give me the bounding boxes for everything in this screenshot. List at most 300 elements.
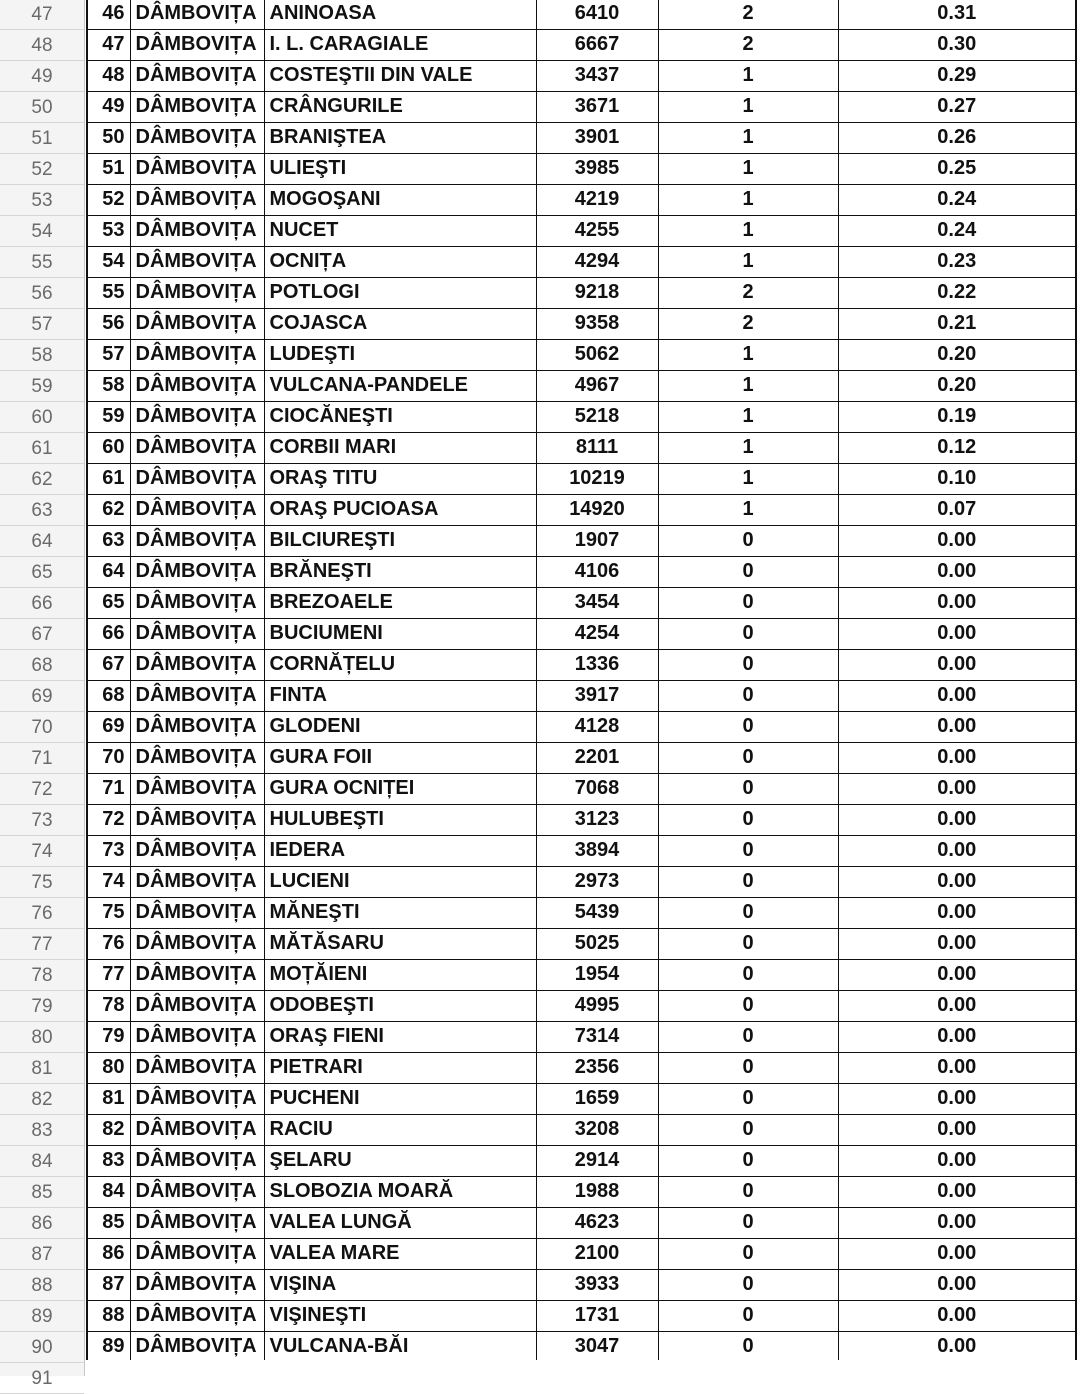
population-cell[interactable]: 1954 [536, 959, 658, 990]
rate-cell[interactable]: 0.25 [838, 153, 1076, 184]
row-header[interactable]: 87 [0, 1239, 84, 1270]
count-cell[interactable]: 0 [658, 773, 838, 804]
county-cell[interactable]: DÂMBOVIȚA [130, 1083, 264, 1114]
rate-cell[interactable]: 0.00 [838, 804, 1076, 835]
rate-cell[interactable]: 0.00 [838, 711, 1076, 742]
rate-cell[interactable]: 0.00 [838, 928, 1076, 959]
county-cell[interactable]: DÂMBOVIȚA [130, 742, 264, 773]
locality-cell[interactable]: GURA OCNIȚEI [264, 773, 536, 804]
index-cell[interactable]: 88 [87, 1300, 130, 1331]
county-cell[interactable]: DÂMBOVIȚA [130, 184, 264, 215]
county-cell[interactable]: DÂMBOVIȚA [130, 277, 264, 308]
index-cell[interactable]: 85 [87, 1207, 130, 1238]
locality-cell[interactable]: VALEA MARE [264, 1238, 536, 1269]
row-header[interactable]: 81 [0, 1053, 84, 1084]
county-cell[interactable]: DÂMBOVIȚA [130, 618, 264, 649]
locality-cell[interactable]: PIETRARI [264, 1052, 536, 1083]
population-cell[interactable]: 8111 [536, 432, 658, 463]
locality-cell[interactable]: ŞELARU [264, 1145, 536, 1176]
count-cell[interactable]: 1 [658, 91, 838, 122]
count-cell[interactable]: 1 [658, 401, 838, 432]
rate-cell[interactable]: 0.00 [838, 680, 1076, 711]
count-cell[interactable]: 1 [658, 339, 838, 370]
row-header[interactable]: 65 [0, 557, 84, 588]
locality-cell[interactable]: I. L. CARAGIALE [264, 29, 536, 60]
index-cell[interactable]: 56 [87, 308, 130, 339]
row-header[interactable]: 53 [0, 185, 84, 216]
count-cell[interactable]: 0 [658, 525, 838, 556]
count-cell[interactable]: 1 [658, 370, 838, 401]
count-cell[interactable]: 1 [658, 246, 838, 277]
row-header[interactable]: 83 [0, 1115, 84, 1146]
population-cell[interactable]: 6410 [536, 0, 658, 29]
index-cell[interactable]: 61 [87, 463, 130, 494]
row-header[interactable]: 68 [0, 650, 84, 681]
index-cell[interactable]: 82 [87, 1114, 130, 1145]
locality-cell[interactable]: CIOCĂNEŞTI [264, 401, 536, 432]
population-cell[interactable]: 14920 [536, 494, 658, 525]
locality-cell[interactable]: SLOBOZIA MOARĂ [264, 1176, 536, 1207]
count-cell[interactable]: 1 [658, 432, 838, 463]
county-cell[interactable]: DÂMBOVIȚA [130, 1269, 264, 1300]
row-header[interactable]: 88 [0, 1270, 84, 1301]
county-cell[interactable]: DÂMBOVIȚA [130, 897, 264, 928]
count-cell[interactable]: 0 [658, 1238, 838, 1269]
locality-cell[interactable]: MOȚĂIENI [264, 959, 536, 990]
population-cell[interactable]: 3454 [536, 587, 658, 618]
rate-cell[interactable]: 0.19 [838, 401, 1076, 432]
locality-cell[interactable]: LUCIENI [264, 866, 536, 897]
locality-cell[interactable]: VALEA LUNGĂ [264, 1207, 536, 1238]
rate-cell[interactable]: 0.00 [838, 990, 1076, 1021]
count-cell[interactable]: 1 [658, 184, 838, 215]
row-header[interactable]: 66 [0, 588, 84, 619]
index-cell[interactable]: 62 [87, 494, 130, 525]
population-cell[interactable]: 2201 [536, 742, 658, 773]
locality-cell[interactable]: ORAŞ FIENI [264, 1021, 536, 1052]
count-cell[interactable]: 0 [658, 959, 838, 990]
row-header[interactable]: 49 [0, 61, 84, 92]
county-cell[interactable]: DÂMBOVIȚA [130, 1207, 264, 1238]
row-header[interactable]: 64 [0, 526, 84, 557]
rate-cell[interactable]: 0.00 [838, 525, 1076, 556]
count-cell[interactable]: 0 [658, 804, 838, 835]
index-cell[interactable]: 64 [87, 556, 130, 587]
index-cell[interactable]: 47 [87, 29, 130, 60]
row-header[interactable]: 74 [0, 836, 84, 867]
count-cell[interactable]: 0 [658, 711, 838, 742]
index-cell[interactable]: 50 [87, 122, 130, 153]
rate-cell[interactable]: 0.00 [838, 897, 1076, 928]
count-cell[interactable]: 2 [658, 277, 838, 308]
rate-cell[interactable]: 0.00 [838, 742, 1076, 773]
count-cell[interactable]: 0 [658, 587, 838, 618]
population-cell[interactable]: 3671 [536, 91, 658, 122]
locality-cell[interactable]: IEDERA [264, 835, 536, 866]
row-header[interactable]: 86 [0, 1208, 84, 1239]
rate-cell[interactable]: 0.23 [838, 246, 1076, 277]
population-cell[interactable]: 6667 [536, 29, 658, 60]
locality-cell[interactable]: COSTEŞTII DIN VALE [264, 60, 536, 91]
count-cell[interactable]: 1 [658, 215, 838, 246]
row-header[interactable]: 63 [0, 495, 84, 526]
population-cell[interactable]: 1659 [536, 1083, 658, 1114]
population-cell[interactable]: 3894 [536, 835, 658, 866]
row-header[interactable]: 70 [0, 712, 84, 743]
locality-cell[interactable]: VIŞINA [264, 1269, 536, 1300]
count-cell[interactable]: 0 [658, 1021, 838, 1052]
count-cell[interactable]: 0 [658, 897, 838, 928]
row-header[interactable]: 91 [0, 1363, 84, 1394]
population-cell[interactable]: 2356 [536, 1052, 658, 1083]
county-cell[interactable]: DÂMBOVIȚA [130, 215, 264, 246]
index-cell[interactable]: 58 [87, 370, 130, 401]
index-cell[interactable]: 53 [87, 215, 130, 246]
county-cell[interactable]: DÂMBOVIȚA [130, 928, 264, 959]
rate-cell[interactable]: 0.10 [838, 463, 1076, 494]
rate-cell[interactable]: 0.00 [838, 1300, 1076, 1331]
rate-cell[interactable]: 0.00 [838, 1052, 1076, 1083]
county-cell[interactable]: DÂMBOVIȚA [130, 246, 264, 277]
index-cell[interactable]: 55 [87, 277, 130, 308]
county-cell[interactable]: DÂMBOVIȚA [130, 959, 264, 990]
population-cell[interactable]: 4995 [536, 990, 658, 1021]
row-header[interactable]: 72 [0, 774, 84, 805]
index-cell[interactable]: 84 [87, 1176, 130, 1207]
locality-cell[interactable]: CORNĂȚELU [264, 649, 536, 680]
locality-cell[interactable]: POTLOGI [264, 277, 536, 308]
rate-cell[interactable]: 0.12 [838, 432, 1076, 463]
index-cell[interactable]: 48 [87, 60, 130, 91]
row-header[interactable]: 52 [0, 154, 84, 185]
population-cell[interactable]: 9358 [536, 308, 658, 339]
locality-cell[interactable]: ULIEŞTI [264, 153, 536, 184]
population-cell[interactable]: 3437 [536, 60, 658, 91]
population-cell[interactable]: 4254 [536, 618, 658, 649]
index-cell[interactable]: 63 [87, 525, 130, 556]
population-cell[interactable]: 4294 [536, 246, 658, 277]
county-cell[interactable]: DÂMBOVIȚA [130, 773, 264, 804]
index-cell[interactable]: 67 [87, 649, 130, 680]
index-cell[interactable]: 66 [87, 618, 130, 649]
rate-cell[interactable]: 0.27 [838, 91, 1076, 122]
population-cell[interactable]: 5218 [536, 401, 658, 432]
locality-cell[interactable]: ORAŞ PUCIOASA [264, 494, 536, 525]
rate-cell[interactable]: 0.00 [838, 1331, 1076, 1362]
locality-cell[interactable]: CORBII MARI [264, 432, 536, 463]
row-header[interactable]: 59 [0, 371, 84, 402]
count-cell[interactable]: 0 [658, 990, 838, 1021]
locality-cell[interactable]: FINTA [264, 680, 536, 711]
index-cell[interactable]: 51 [87, 153, 130, 184]
index-cell[interactable]: 71 [87, 773, 130, 804]
count-cell[interactable]: 1 [658, 463, 838, 494]
county-cell[interactable]: DÂMBOVIȚA [130, 401, 264, 432]
rate-cell[interactable]: 0.07 [838, 494, 1076, 525]
rate-cell[interactable]: 0.00 [838, 1083, 1076, 1114]
population-cell[interactable]: 4255 [536, 215, 658, 246]
count-cell[interactable]: 0 [658, 1176, 838, 1207]
population-cell[interactable]: 3047 [536, 1331, 658, 1362]
population-cell[interactable]: 4128 [536, 711, 658, 742]
county-cell[interactable]: DÂMBOVIȚA [130, 463, 264, 494]
county-cell[interactable]: DÂMBOVIȚA [130, 711, 264, 742]
row-header[interactable]: 75 [0, 867, 84, 898]
index-cell[interactable]: 75 [87, 897, 130, 928]
row-header[interactable]: 82 [0, 1084, 84, 1115]
population-cell[interactable]: 5062 [536, 339, 658, 370]
count-cell[interactable]: 0 [658, 618, 838, 649]
rate-cell[interactable]: 0.30 [838, 29, 1076, 60]
rate-cell[interactable]: 0.22 [838, 277, 1076, 308]
row-header[interactable]: 77 [0, 929, 84, 960]
count-cell[interactable]: 1 [658, 153, 838, 184]
county-cell[interactable]: DÂMBOVIȚA [130, 587, 264, 618]
index-cell[interactable]: 49 [87, 91, 130, 122]
rate-cell[interactable]: 0.00 [838, 835, 1076, 866]
county-cell[interactable]: DÂMBOVIȚA [130, 525, 264, 556]
locality-cell[interactable]: NUCET [264, 215, 536, 246]
locality-cell[interactable]: VIŞINEŞTI [264, 1300, 536, 1331]
row-header[interactable]: 61 [0, 433, 84, 464]
rate-cell[interactable]: 0.00 [838, 773, 1076, 804]
county-cell[interactable]: DÂMBOVIȚA [130, 1114, 264, 1145]
population-cell[interactable]: 3933 [536, 1269, 658, 1300]
row-header[interactable]: 54 [0, 216, 84, 247]
rate-cell[interactable]: 0.00 [838, 587, 1076, 618]
population-cell[interactable]: 1336 [536, 649, 658, 680]
county-cell[interactable]: DÂMBOVIȚA [130, 29, 264, 60]
rate-cell[interactable]: 0.24 [838, 184, 1076, 215]
count-cell[interactable]: 0 [658, 1207, 838, 1238]
count-cell[interactable]: 2 [658, 0, 838, 29]
population-cell[interactable]: 4967 [536, 370, 658, 401]
county-cell[interactable]: DÂMBOVIȚA [130, 339, 264, 370]
locality-cell[interactable]: ANINOASA [264, 0, 536, 29]
county-cell[interactable]: DÂMBOVIȚA [130, 60, 264, 91]
rate-cell[interactable]: 0.20 [838, 339, 1076, 370]
rate-cell[interactable]: 0.00 [838, 618, 1076, 649]
count-cell[interactable]: 0 [658, 1331, 838, 1362]
index-cell[interactable]: 77 [87, 959, 130, 990]
county-cell[interactable]: DÂMBOVIȚA [130, 804, 264, 835]
count-cell[interactable]: 0 [658, 1083, 838, 1114]
rate-cell[interactable]: 0.00 [838, 1176, 1076, 1207]
population-cell[interactable]: 5025 [536, 928, 658, 959]
county-cell[interactable]: DÂMBOVIȚA [130, 1021, 264, 1052]
population-cell[interactable]: 1731 [536, 1300, 658, 1331]
population-cell[interactable]: 2973 [536, 866, 658, 897]
population-cell[interactable]: 2100 [536, 1238, 658, 1269]
index-cell[interactable]: 78 [87, 990, 130, 1021]
index-cell[interactable]: 68 [87, 680, 130, 711]
population-cell[interactable]: 7314 [536, 1021, 658, 1052]
row-header[interactable]: 57 [0, 309, 84, 340]
index-cell[interactable]: 60 [87, 432, 130, 463]
row-header[interactable]: 71 [0, 743, 84, 774]
row-header[interactable]: 89 [0, 1301, 84, 1332]
rate-cell[interactable]: 0.00 [838, 1021, 1076, 1052]
count-cell[interactable]: 0 [658, 928, 838, 959]
locality-cell[interactable]: BUCIUMENI [264, 618, 536, 649]
locality-cell[interactable]: PUCHENI [264, 1083, 536, 1114]
index-cell[interactable]: 54 [87, 246, 130, 277]
count-cell[interactable]: 2 [658, 29, 838, 60]
locality-cell[interactable]: MOGOŞANI [264, 184, 536, 215]
count-cell[interactable]: 1 [658, 60, 838, 91]
index-cell[interactable]: 87 [87, 1269, 130, 1300]
row-header[interactable]: 84 [0, 1146, 84, 1177]
row-header[interactable]: 58 [0, 340, 84, 371]
population-cell[interactable]: 3208 [536, 1114, 658, 1145]
rate-cell[interactable]: 0.00 [838, 649, 1076, 680]
locality-cell[interactable]: VULCANA-BĂI [264, 1331, 536, 1362]
index-cell[interactable]: 83 [87, 1145, 130, 1176]
row-header[interactable]: 69 [0, 681, 84, 712]
county-cell[interactable]: DÂMBOVIȚA [130, 0, 264, 29]
count-cell[interactable]: 0 [658, 1145, 838, 1176]
rate-cell[interactable]: 0.00 [838, 556, 1076, 587]
rate-cell[interactable]: 0.00 [838, 1207, 1076, 1238]
population-cell[interactable]: 3917 [536, 680, 658, 711]
population-cell[interactable]: 1988 [536, 1176, 658, 1207]
rate-cell[interactable]: 0.00 [838, 959, 1076, 990]
county-cell[interactable]: DÂMBOVIȚA [130, 153, 264, 184]
rate-cell[interactable]: 0.31 [838, 0, 1076, 29]
population-cell[interactable]: 4106 [536, 556, 658, 587]
index-cell[interactable]: 70 [87, 742, 130, 773]
county-cell[interactable]: DÂMBOVIȚA [130, 122, 264, 153]
count-cell[interactable]: 0 [658, 1300, 838, 1331]
locality-cell[interactable]: COJASCA [264, 308, 536, 339]
rate-cell[interactable]: 0.29 [838, 60, 1076, 91]
population-cell[interactable]: 9218 [536, 277, 658, 308]
count-cell[interactable]: 0 [658, 1114, 838, 1145]
population-cell[interactable]: 2914 [536, 1145, 658, 1176]
county-cell[interactable]: DÂMBOVIȚA [130, 556, 264, 587]
row-header[interactable]: 80 [0, 1022, 84, 1053]
count-cell[interactable]: 0 [658, 835, 838, 866]
row-header[interactable]: 48 [0, 30, 84, 61]
county-cell[interactable]: DÂMBOVIȚA [130, 1238, 264, 1269]
population-cell[interactable]: 7068 [536, 773, 658, 804]
county-cell[interactable]: DÂMBOVIȚA [130, 91, 264, 122]
index-cell[interactable]: 80 [87, 1052, 130, 1083]
locality-cell[interactable]: GLODENI [264, 711, 536, 742]
row-header[interactable]: 76 [0, 898, 84, 929]
county-cell[interactable]: DÂMBOVIȚA [130, 835, 264, 866]
locality-cell[interactable]: RACIU [264, 1114, 536, 1145]
population-cell[interactable]: 10219 [536, 463, 658, 494]
locality-cell[interactable]: ODOBEŞTI [264, 990, 536, 1021]
county-cell[interactable]: DÂMBOVIȚA [130, 1145, 264, 1176]
index-cell[interactable]: 46 [87, 0, 130, 29]
population-cell[interactable]: 3901 [536, 122, 658, 153]
row-header[interactable]: 78 [0, 960, 84, 991]
county-cell[interactable]: DÂMBOVIȚA [130, 432, 264, 463]
county-cell[interactable]: DÂMBOVIȚA [130, 494, 264, 525]
county-cell[interactable]: DÂMBOVIȚA [130, 649, 264, 680]
row-header[interactable]: 55 [0, 247, 84, 278]
population-cell[interactable]: 1907 [536, 525, 658, 556]
locality-cell[interactable]: CRÂNGURILE [264, 91, 536, 122]
locality-cell[interactable]: GURA FOII [264, 742, 536, 773]
population-cell[interactable]: 3985 [536, 153, 658, 184]
index-cell[interactable]: 79 [87, 1021, 130, 1052]
locality-cell[interactable]: BILCIUREŞTI [264, 525, 536, 556]
count-cell[interactable]: 0 [658, 556, 838, 587]
locality-cell[interactable]: ORAŞ TITU [264, 463, 536, 494]
count-cell[interactable]: 0 [658, 680, 838, 711]
index-cell[interactable]: 73 [87, 835, 130, 866]
rate-cell[interactable]: 0.00 [838, 1269, 1076, 1300]
row-header[interactable]: 56 [0, 278, 84, 309]
index-cell[interactable]: 65 [87, 587, 130, 618]
locality-cell[interactable]: VULCANA-PANDELE [264, 370, 536, 401]
locality-cell[interactable]: MĂTĂSARU [264, 928, 536, 959]
locality-cell[interactable]: LUDEŞTI [264, 339, 536, 370]
rate-cell[interactable]: 0.24 [838, 215, 1076, 246]
row-header[interactable]: 79 [0, 991, 84, 1022]
rate-cell[interactable]: 0.26 [838, 122, 1076, 153]
locality-cell[interactable]: BREZOAELE [264, 587, 536, 618]
count-cell[interactable]: 0 [658, 866, 838, 897]
county-cell[interactable]: DÂMBOVIȚA [130, 1176, 264, 1207]
locality-cell[interactable]: MĂNEŞTI [264, 897, 536, 928]
locality-cell[interactable]: OCNIȚA [264, 246, 536, 277]
index-cell[interactable]: 69 [87, 711, 130, 742]
count-cell[interactable]: 1 [658, 122, 838, 153]
rate-cell[interactable]: 0.00 [838, 1238, 1076, 1269]
population-cell[interactable]: 5439 [536, 897, 658, 928]
county-cell[interactable]: DÂMBOVIȚA [130, 990, 264, 1021]
count-cell[interactable]: 1 [658, 494, 838, 525]
count-cell[interactable]: 0 [658, 742, 838, 773]
count-cell[interactable]: 0 [658, 649, 838, 680]
locality-cell[interactable]: HULUBEŞTI [264, 804, 536, 835]
index-cell[interactable]: 57 [87, 339, 130, 370]
county-cell[interactable]: DÂMBOVIȚA [130, 680, 264, 711]
locality-cell[interactable]: BRĂNEŞTI [264, 556, 536, 587]
row-header[interactable]: 60 [0, 402, 84, 433]
rate-cell[interactable]: 0.00 [838, 1114, 1076, 1145]
county-cell[interactable]: DÂMBOVIȚA [130, 1331, 264, 1362]
index-cell[interactable]: 89 [87, 1331, 130, 1362]
county-cell[interactable]: DÂMBOVIȚA [130, 1300, 264, 1331]
rate-cell[interactable]: 0.00 [838, 1145, 1076, 1176]
row-header[interactable]: 73 [0, 805, 84, 836]
index-cell[interactable]: 72 [87, 804, 130, 835]
index-cell[interactable]: 74 [87, 866, 130, 897]
index-cell[interactable]: 52 [87, 184, 130, 215]
index-cell[interactable]: 86 [87, 1238, 130, 1269]
row-header[interactable]: 67 [0, 619, 84, 650]
county-cell[interactable]: DÂMBOVIȚA [130, 308, 264, 339]
county-cell[interactable]: DÂMBOVIȚA [130, 866, 264, 897]
rate-cell[interactable]: 0.21 [838, 308, 1076, 339]
empty-row-area[interactable] [86, 1360, 1080, 1376]
row-header[interactable]: 50 [0, 92, 84, 123]
locality-cell[interactable]: BRANIŞTEA [264, 122, 536, 153]
row-header[interactable]: 51 [0, 123, 84, 154]
count-cell[interactable]: 2 [658, 308, 838, 339]
row-header[interactable]: 62 [0, 464, 84, 495]
count-cell[interactable]: 0 [658, 1052, 838, 1083]
count-cell[interactable]: 0 [658, 1269, 838, 1300]
row-header[interactable]: 90 [0, 1332, 84, 1363]
row-header[interactable]: 85 [0, 1177, 84, 1208]
index-cell[interactable]: 76 [87, 928, 130, 959]
